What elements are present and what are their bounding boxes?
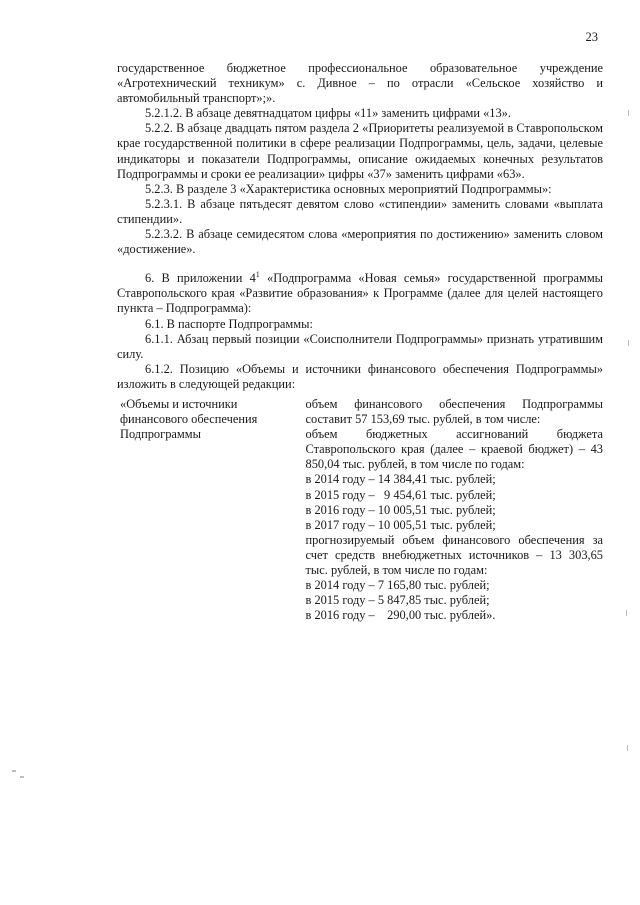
page-number: 23 xyxy=(585,30,598,44)
paragraph-5-2-1-2: 5.2.1.2. В абзаце девятнадцатом цифры «11» заменить цифрами «13». xyxy=(145,106,511,121)
budget-year-2014: в 2014 году – 14 384,41 тыс. рублей; xyxy=(305,472,496,487)
funding-table-value xyxy=(306,397,603,623)
scan-mark xyxy=(12,770,16,772)
funding-table xyxy=(117,397,603,623)
document-body xyxy=(117,61,603,623)
superscript-index: 1 xyxy=(255,270,260,280)
extra-year-2016: в 2016 году – 290,00 тыс. рублей». xyxy=(305,608,496,623)
paragraph-6-1-1: 6.1.1. Абзац первый позиции «Соисполнители Подпрограммы» признать утратившим силу. xyxy=(117,331,603,361)
extra-year-2014: в 2014 году – 7 165,80 тыс. рублей; xyxy=(305,578,490,593)
scan-mark xyxy=(628,110,629,116)
scan-mark xyxy=(626,610,627,616)
budget-year-2017: в 2017 году – 10 005,51 тыс. рублей; xyxy=(305,517,496,532)
funding-label-text: «Объемы и источники финансового обеспечения Подпрограммы xyxy=(120,396,258,442)
paragraph-5-2-3-1: 5.2.3.1. В абзаце пятьдесят девятом слово «стипендии» заменить словами «выплата стипендии». xyxy=(117,196,603,226)
extra-year-2015: в 2015 году – 5 847,85 тыс. рублей; xyxy=(305,593,490,608)
paragraph-5-2-3-2: 5.2.3.2. В абзаце семидесятом слова «мероприятия по достижению» заменить словом «достижение». xyxy=(117,227,603,257)
funding-extrabudgetary: прогнозируемый объем финансового обеспечения за счет средств внебюджетных источников – 13 303,65 тыс. рублей, в том числе по годам: xyxy=(305,532,603,577)
paragraph-gap xyxy=(117,257,603,271)
scan-mark xyxy=(627,745,628,751)
paragraph-6-1-2: 6.1.2. Позицию «Объемы и источники финансового обеспечения Подпрограммы» изложить в следующей редакции: xyxy=(117,361,603,391)
paragraph-6 xyxy=(117,271,603,316)
paragraph-6-rest: «Подпрограмма «Новая семья» государственной программы Ставропольского края «Развитие образования» к Программе (далее для целей настоящего пункта – Подпрограмма): xyxy=(117,271,603,316)
funding-total: объем финансового обеспечения Подпрограммы составит 57 153,69 тыс. рублей, в том числе: xyxy=(305,396,603,427)
paragraph-5-2-2: 5.2.2. В абзаце двадцать пятом раздела 2 «Приоритеты реализуемой в Ставропольском крае государственной политики в сфере реализации Подпрограммы, цель, задачи, целевые индикаторы и показатели Подпрограммы, описание ожидаемых конечных результатов Подпрограммы и сроки ее реализации» цифры «37» заменить цифрами «63». xyxy=(117,121,603,181)
funding-budget: объем бюджетных ассигнований бюджета Ставропольского края (далее – краевой бюджет) – 43 850,04 тыс. рублей, в том числе по годам: xyxy=(305,427,603,472)
paragraph-6-1: 6.1. В паспорте Подпрограммы: xyxy=(145,316,313,331)
paragraph-6-lead: 6. В приложении 4 xyxy=(145,271,256,286)
budget-year-2015: в 2015 году – 9 454,61 тыс. рублей; xyxy=(305,487,496,502)
scan-mark xyxy=(628,340,629,346)
funding-table-label xyxy=(117,397,296,623)
paragraph-continuation: государственное бюджетное профессиональное образовательное учреждение «Агротехнический техникум» с. Дивное – по отрасли «Сельское хозяйство и автомобильный транспорт»;». xyxy=(117,61,603,106)
budget-year-2016: в 2016 году – 10 005,51 тыс. рублей; xyxy=(305,502,496,517)
scan-mark xyxy=(20,776,24,778)
paragraph-5-2-3: 5.2.3. В разделе 3 «Характеристика основных мероприятий Подпрограммы»: xyxy=(145,181,552,196)
